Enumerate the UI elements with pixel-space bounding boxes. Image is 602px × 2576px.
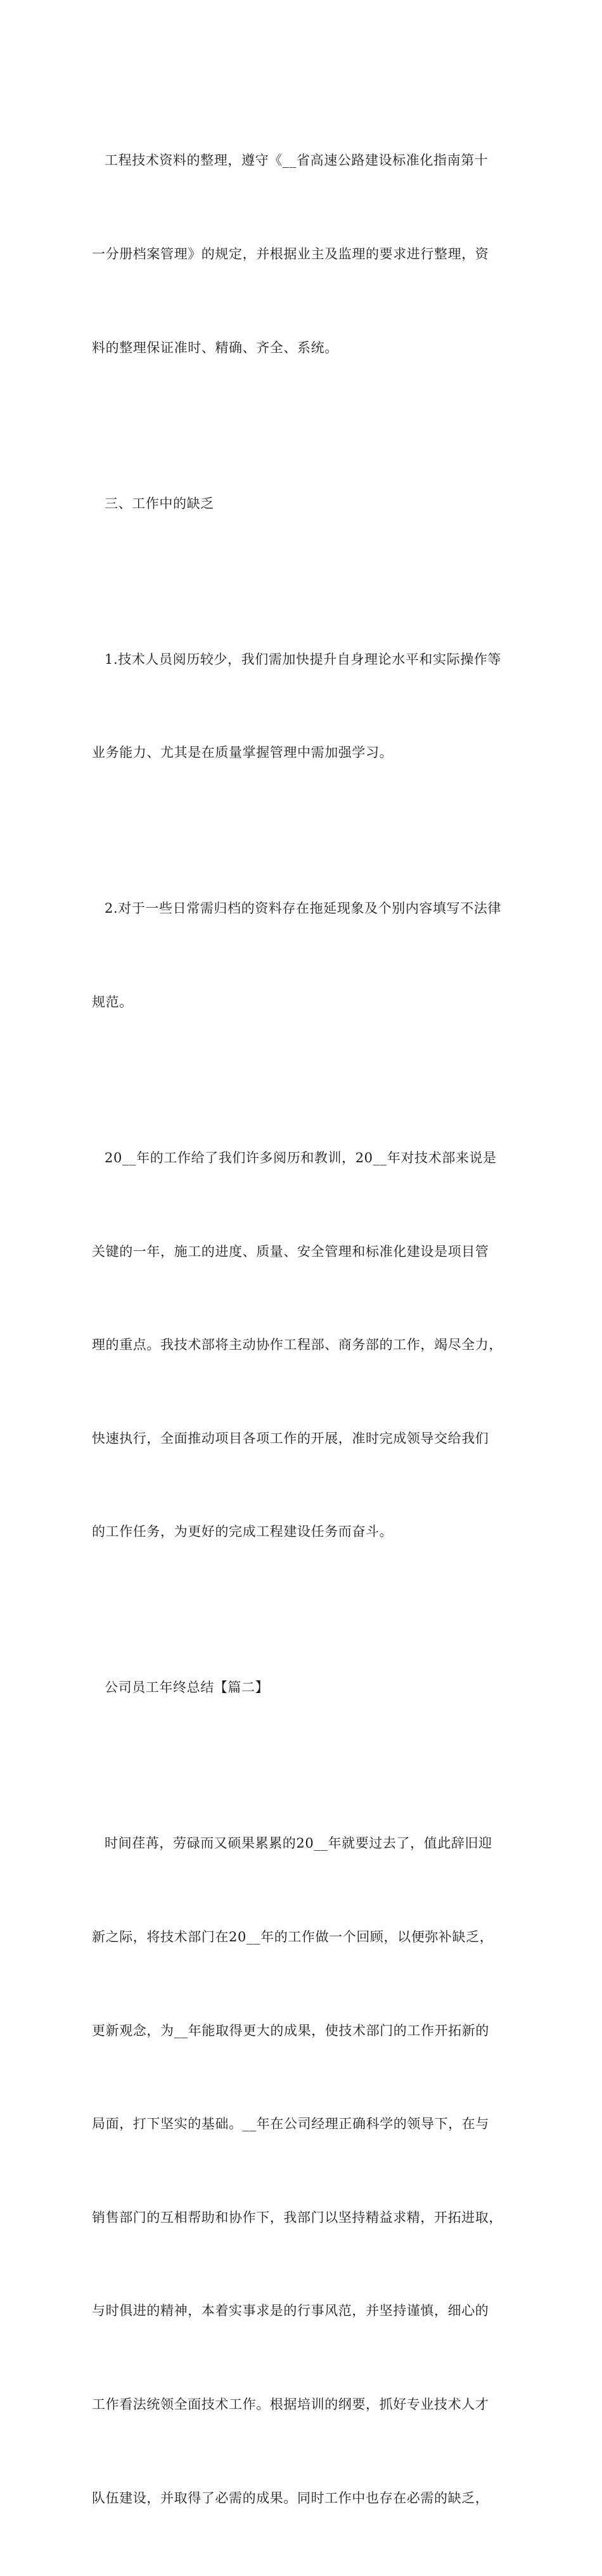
text-line: 队伍建设，并取得了必需的成果。同时工作中也存在必需的缺乏， <box>92 2490 489 2506</box>
text-line: 2.对于一些日常需归档的资料存在拖延现象及个别内容填写不法律 <box>105 901 502 917</box>
text-line: 销售部门的互相帮助和协作下，我部门以坚持精益求精，开拓进取， <box>92 2209 503 2225</box>
text-line: 局面，打下坚实的基础。__年在公司经理正确科学的领导下，在与 <box>92 2116 489 2132</box>
paragraph-part-2-intro <box>92 1766 522 2576</box>
text-line: 新之际，将技术部门在20__年的工作做一个回顾，以便弥补缺乏， <box>92 1929 494 1945</box>
paragraph-outlook <box>92 1081 522 1610</box>
paragraph-tech-docs <box>92 83 522 426</box>
text-line: 理的重点。我技术部将主动协作工程部、商务部的工作，竭尽全力， <box>92 1337 503 1353</box>
list-item <box>92 581 522 831</box>
part-title <box>92 1610 522 1766</box>
section-heading <box>92 426 522 581</box>
text-line: 工作看法统领全面技术工作。根据培训的纲要，抓好专业技术人才 <box>92 2397 489 2413</box>
text-line: 业务能力、尤其是在质量掌握管理中需加强学习。 <box>92 745 394 761</box>
text-line: 的工作任务，为更好的完成工程建设任务而奋斗。 <box>92 1524 394 1540</box>
text-line: 20__年的工作给了我们许多阅历和教训，20__年对技术部来说是 <box>105 1150 497 1165</box>
text-line: 一分册档案管理》的规定，并根据业主及监理的要求进行整理，资 <box>92 246 489 262</box>
text-line: 公司员工年终总结【篇二】 <box>105 1680 269 1696</box>
text-line: 快速执行，全面推动项目各项工作的开展，准时完成领导交给我们 <box>92 1430 489 1446</box>
text-line: 1.技术人员阅历较少，我们需加快提升自身理论水平和实际操作等 <box>105 651 502 667</box>
text-line: 更新观念，为__年能取得更大的成果，使技术部门的工作开拓新的 <box>92 2022 489 2038</box>
text-line: 料的整理保证准时、精确、齐全、系统。 <box>92 339 338 355</box>
text-line: 三、工作中的缺乏 <box>105 495 214 511</box>
list-item <box>92 831 522 1081</box>
text-line: 时间荏苒，劳碌而又硕果累累的20__年就要过去了，值此辞旧迎 <box>105 1836 492 1851</box>
text-line: 与时俱进的精神，本着实事求是的行事风范，并坚持谨慎，细心的 <box>92 2303 489 2319</box>
text-line: 关键的一年，施工的进度、质量、安全管理和标准化建设是项目管 <box>92 1243 489 1259</box>
text-line: 工程技术资料的整理，遵守《__省高速公路建设标准化指南第十 <box>105 153 489 168</box>
text-line: 规范。 <box>92 994 133 1010</box>
